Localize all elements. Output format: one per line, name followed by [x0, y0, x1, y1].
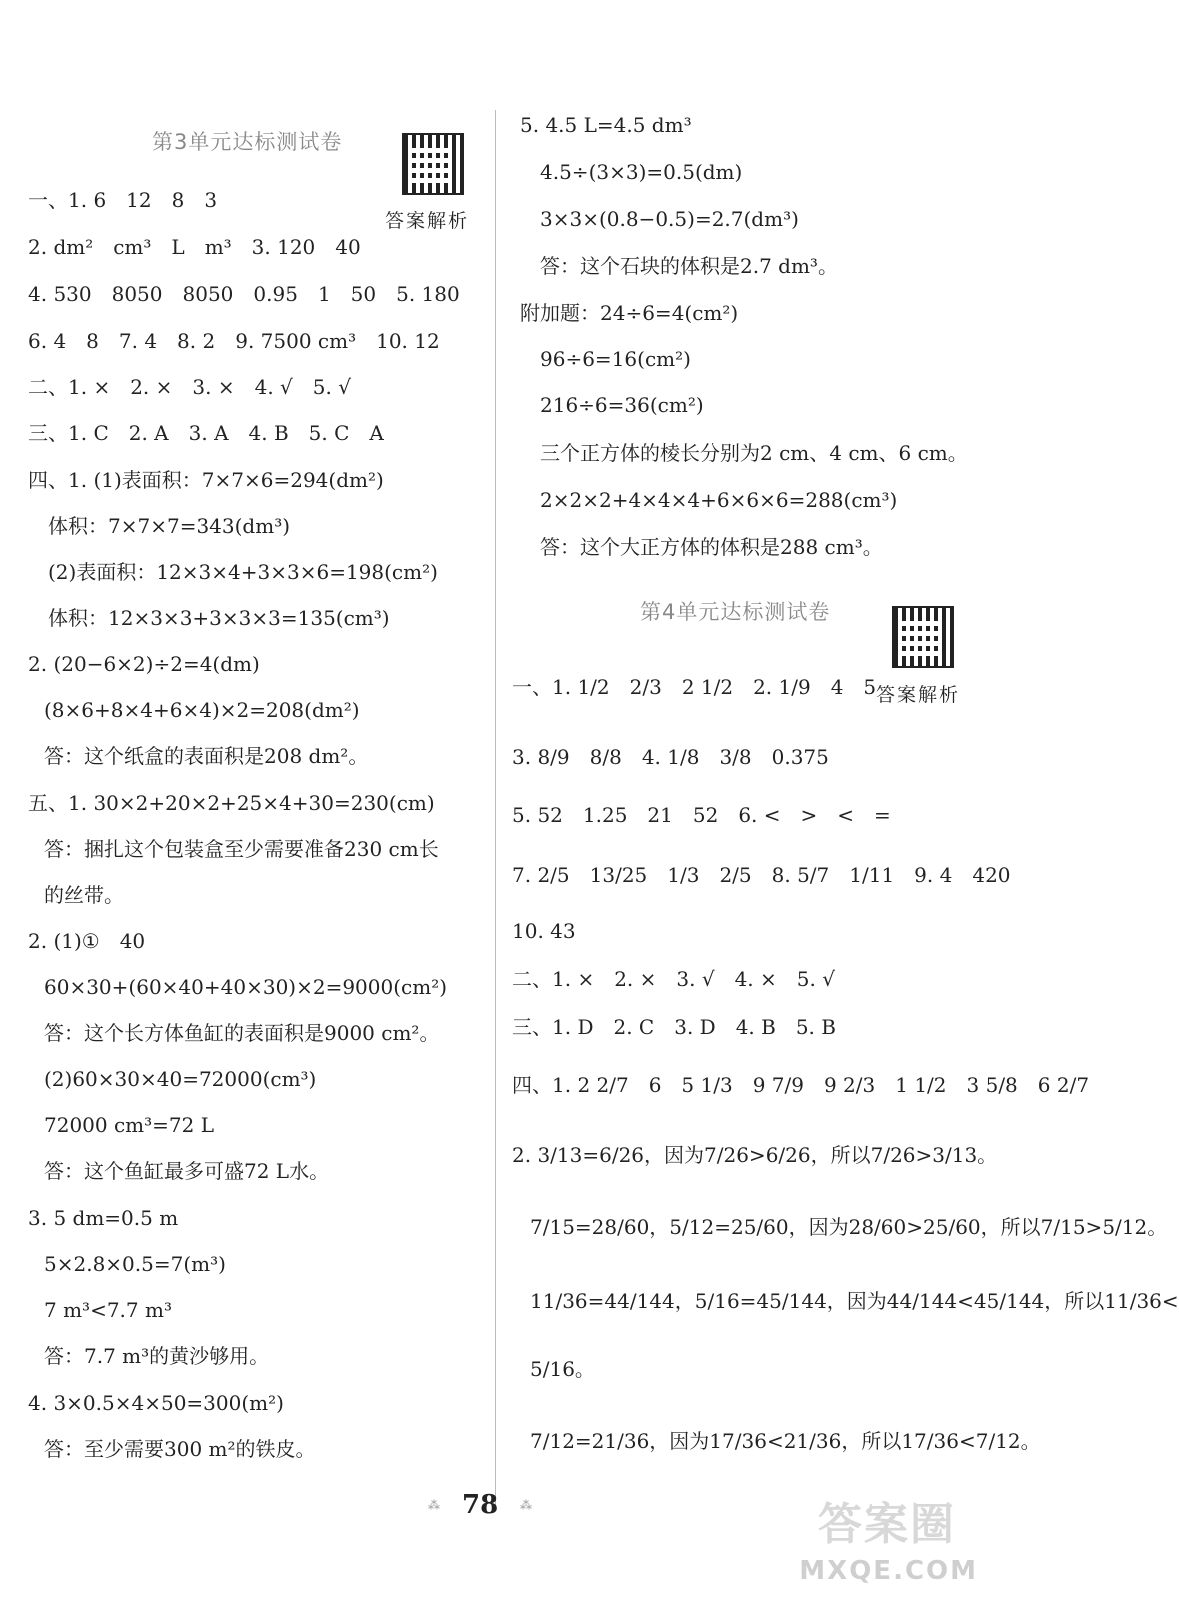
- answer-line: 72000 cm³=72 L: [44, 1113, 215, 1137]
- answer-line: 答：这个长方体鱼缸的表面积是9000 cm²。: [44, 1021, 440, 1045]
- answer-line: 三、1. C 2. A 3. A 4. B 5. C A: [28, 421, 384, 445]
- answer-line: 60×30+(60×40+40×30)×2=9000(cm²): [44, 975, 448, 999]
- answer-line: 7 m³<7.7 m³: [44, 1298, 172, 1322]
- answer-line: 4. 3×0.5×4×50=300(m²): [28, 1391, 284, 1415]
- answer-line: (2)60×30×40=72000(cm³): [44, 1067, 317, 1091]
- ornament-left-icon: ⁂: [428, 1498, 440, 1512]
- answer-line: 3×3×(0.8−0.5)=2.7(dm³): [540, 207, 799, 231]
- answer-line: 6. 4 8 7. 4 8. 2 9. 7500 cm³ 10. 12: [28, 329, 440, 353]
- answer-line: 2. (1)① 40: [28, 929, 146, 953]
- answer-line: 5. 4.5 L=4.5 dm³: [520, 113, 692, 137]
- answer-line: 答：这个石块的体积是2.7 dm³。: [540, 254, 838, 278]
- answer-line: 4.5÷(3×3)=0.5(dm): [540, 160, 743, 184]
- answer-line: 二、1. × 2. × 3. × 4. √ 5. √: [28, 375, 351, 399]
- answer-line: 5×2.8×0.5=7(m³): [44, 1252, 226, 1276]
- answer-line: 2. 3/13=6/26，因为7/26>6/26，所以7/26>3/13。: [512, 1143, 998, 1167]
- answer-line: 一、1. 1/2 2/3 2 1/2 2. 1/9 4 5: [512, 675, 877, 699]
- watermark-url: MXQE.COM: [799, 1556, 978, 1586]
- answer-line: 3. 5 dm=0.5 m: [28, 1206, 179, 1230]
- answer-line: 10. 43: [512, 919, 576, 943]
- watermark-logo: 答案圈: [818, 1499, 956, 1550]
- qr-code-icon[interactable]: [892, 606, 954, 668]
- answer-line: 2×2×2+4×4×4+6×6×6=288(cm³): [540, 488, 898, 512]
- answer-line: 四、1. 2 2/7 6 5 1/3 9 7/9 9 2/3 1 1/2 3 5/8 6 2/7: [512, 1073, 1090, 1097]
- answer-line: 体积：12×3×3+3×3×3=135(cm³): [28, 606, 390, 630]
- section-title-unit4: 第4单元达标测试卷: [640, 600, 831, 624]
- answer-line: 3. 8/9 8/8 4. 1/8 3/8 0.375: [512, 745, 829, 769]
- answer-line: 三、1. D 2. C 3. D 4. B 5. B: [512, 1015, 836, 1039]
- answer-line: 5. 52 1.25 21 52 6. < > < =: [512, 803, 891, 827]
- answer-line: (8×6+8×4+6×4)×2=208(dm²): [44, 698, 360, 722]
- answer-line: 答：这个鱼缸最多可盛72 L水。: [44, 1159, 330, 1183]
- answer-line: 答：至少需要300 m²的铁皮。: [44, 1437, 316, 1461]
- answer-line: 11/36=44/144，5/16=45/144，因为44/144<45/144，所以11/36<: [530, 1289, 1179, 1313]
- answer-line: 答：7.7 m³的黄沙够用。: [44, 1344, 270, 1368]
- answer-line: 216÷6=36(cm²): [540, 393, 704, 417]
- answer-line: 答：这个大正方体的体积是288 cm³。: [540, 535, 883, 559]
- answer-line: 7/15=28/60，5/12=25/60，因为28/60>25/60，所以7/15>5/12。: [530, 1215, 1168, 1239]
- answer-line: 7/12=21/36，因为17/36<21/36，所以17/36<7/12。: [530, 1429, 1041, 1453]
- answer-line: 2. dm² cm³ L m³ 3. 120 40: [28, 235, 361, 259]
- column-divider: [495, 110, 496, 1510]
- answer-line: 附加题：24÷6=4(cm²): [520, 301, 739, 325]
- answer-line: 2. (20−6×2)÷2=4(dm): [28, 652, 260, 676]
- answer-line: 96÷6=16(cm²): [540, 347, 691, 371]
- section-title-unit3: 第3单元达标测试卷: [152, 130, 343, 154]
- answer-line: 二、1. × 2. × 3. √ 4. × 5. √: [512, 967, 835, 991]
- qr-label: 答案解析: [876, 684, 961, 706]
- qr-code-icon[interactable]: [402, 133, 464, 195]
- answer-line: 5/16。: [530, 1357, 595, 1381]
- page-number: 78: [462, 1490, 499, 1520]
- answer-line: 答：捆扎这个包装盒至少需要准备230 cm长: [44, 837, 439, 861]
- answer-line: 一、1. 6 12 8 3: [28, 188, 218, 212]
- answer-line: 的丝带。: [44, 883, 124, 907]
- answer-line: 4. 530 8050 8050 0.95 1 50 5. 180: [28, 282, 460, 306]
- answer-line: 答：这个纸盒的表面积是208 dm²。: [44, 744, 369, 768]
- qr-label: 答案解析: [385, 210, 470, 232]
- ornament-right-icon: ⁂: [520, 1498, 532, 1512]
- answer-line: 三个正方体的棱长分别为2 cm、4 cm、6 cm。: [540, 441, 968, 465]
- answer-line: (2)表面积：12×3×4+3×3×6=198(cm²): [28, 560, 438, 584]
- answer-line: 体积：7×7×7=343(dm³): [28, 514, 291, 538]
- answer-line: 7. 2/5 13/25 1/3 2/5 8. 5/7 1/11 9. 4 420: [512, 863, 1011, 887]
- answer-line: 四、1. (1)表面积：7×7×6=294(dm²): [28, 468, 384, 492]
- answer-line: 五、1. 30×2+20×2+25×4+30=230(cm): [28, 791, 435, 815]
